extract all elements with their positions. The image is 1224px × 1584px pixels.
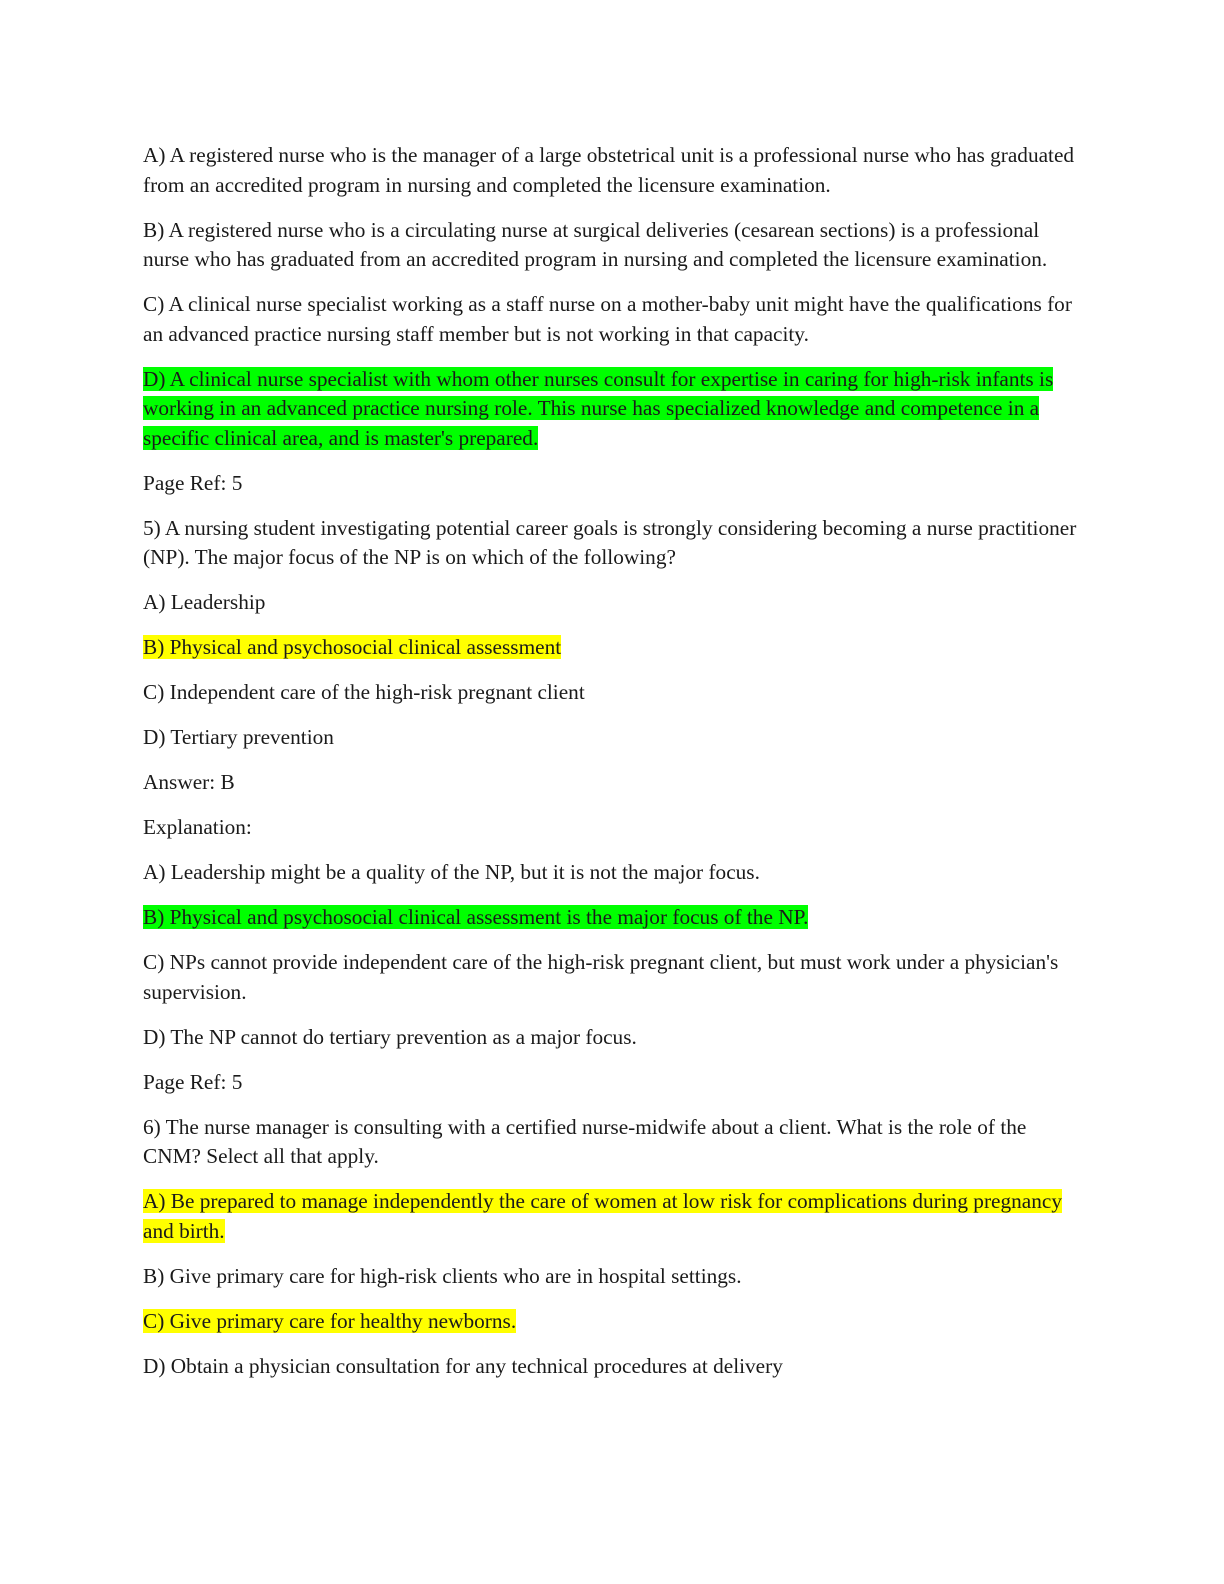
answer-option bbox=[143, 290, 1078, 349]
question-text: 6) The nurse manager is consulting with a certified nurse-midwife about a client. What is the role of the CNM? Select all that apply. bbox=[143, 1114, 1027, 1168]
explanation-item bbox=[143, 1023, 1078, 1053]
option-text: B) A registered nurse who is a circulating nurse at surgical deliveries (cesarean sections) is a professional nurse who has graduated from an accredited program in nursing and completed the licensure examination. bbox=[143, 217, 1048, 271]
document-body bbox=[143, 141, 1078, 1397]
page-reference bbox=[143, 469, 1078, 499]
yellow-highlight: C) Give primary care for healthy newborns. bbox=[143, 1308, 517, 1333]
choice-text: D) Obtain a physician consultation for any technical procedures at delivery bbox=[143, 1353, 783, 1378]
choice-text: B) Give primary care for high-risk clients who are in hospital settings. bbox=[143, 1263, 742, 1288]
explanation-heading bbox=[143, 813, 1078, 843]
page-reference bbox=[143, 1068, 1078, 1098]
explanation-text: C) NPs cannot provide independent care of the high-risk pregnant client, but must work under a physician's supervision. bbox=[143, 950, 1059, 1004]
option-text: A) A registered nurse who is the manager of a large obstetrical unit is a professional nurse who has graduated from an accredited program in nursing and completed the licensure examination. bbox=[143, 143, 1075, 197]
explanation-text: D) The NP cannot do tertiary prevention as a major focus. bbox=[143, 1024, 637, 1049]
question-text: 5) A nursing student investigating potential career goals is strongly considering becoming a nurse practitioner (NP). The major focus of the NP is on which of the following? bbox=[143, 515, 1077, 569]
question-stem bbox=[143, 1113, 1078, 1172]
answer-choice bbox=[143, 1262, 1078, 1292]
explanation-text: A) Leadership might be a quality of the NP, but it is not the major focus. bbox=[143, 860, 760, 884]
page-ref-text: Page Ref: 5 bbox=[143, 1069, 243, 1094]
answer-choice bbox=[143, 723, 1078, 753]
yellow-highlight: A) Be prepared to manage independently the care of women at low risk for complications during pregnancy and birth. bbox=[143, 1189, 1062, 1243]
answer-option bbox=[143, 216, 1078, 275]
answer-choice bbox=[143, 588, 1078, 618]
option-text: C) A clinical nurse specialist working as a staff nurse on a mother-baby unit might have the qualifications for an advanced practice nursing staff member but is not working in that capacity. bbox=[143, 292, 1072, 346]
answer-key bbox=[143, 768, 1078, 798]
choice-text: C) Independent care of the high-risk pregnant client bbox=[143, 680, 585, 704]
answer-choice bbox=[143, 1352, 1078, 1382]
question-stem bbox=[143, 514, 1078, 573]
page-ref-text: Page Ref: 5 bbox=[143, 470, 243, 495]
choice-text: A) Leadership bbox=[143, 590, 266, 614]
green-highlight: D) A clinical nurse specialist with whom other nurses consult for expertise in caring for high-risk infants is working in an advanced practice nursing role. This nurse has specialized knowledge and competence in a specific clinical area, and is master's prepared. bbox=[143, 366, 1054, 450]
choice-text: D) Tertiary prevention bbox=[143, 725, 334, 749]
answer-choice bbox=[143, 678, 1078, 708]
answer-choice-highlighted bbox=[143, 633, 1078, 663]
answer-option-highlighted bbox=[143, 365, 1078, 454]
explanation-item bbox=[143, 948, 1078, 1007]
green-highlight: B) Physical and psychosocial clinical assessment is the major focus of the NP. bbox=[143, 905, 809, 929]
yellow-highlight: B) Physical and psychosocial clinical assessment bbox=[143, 635, 562, 659]
answer-choice-highlighted bbox=[143, 1307, 1078, 1337]
explanation-label: Explanation: bbox=[143, 815, 252, 839]
explanation-item-highlighted bbox=[143, 903, 1078, 933]
answer-option bbox=[143, 141, 1078, 200]
explanation-item bbox=[143, 858, 1078, 888]
answer-choice-highlighted bbox=[143, 1187, 1078, 1246]
answer-text: Answer: B bbox=[143, 770, 235, 794]
